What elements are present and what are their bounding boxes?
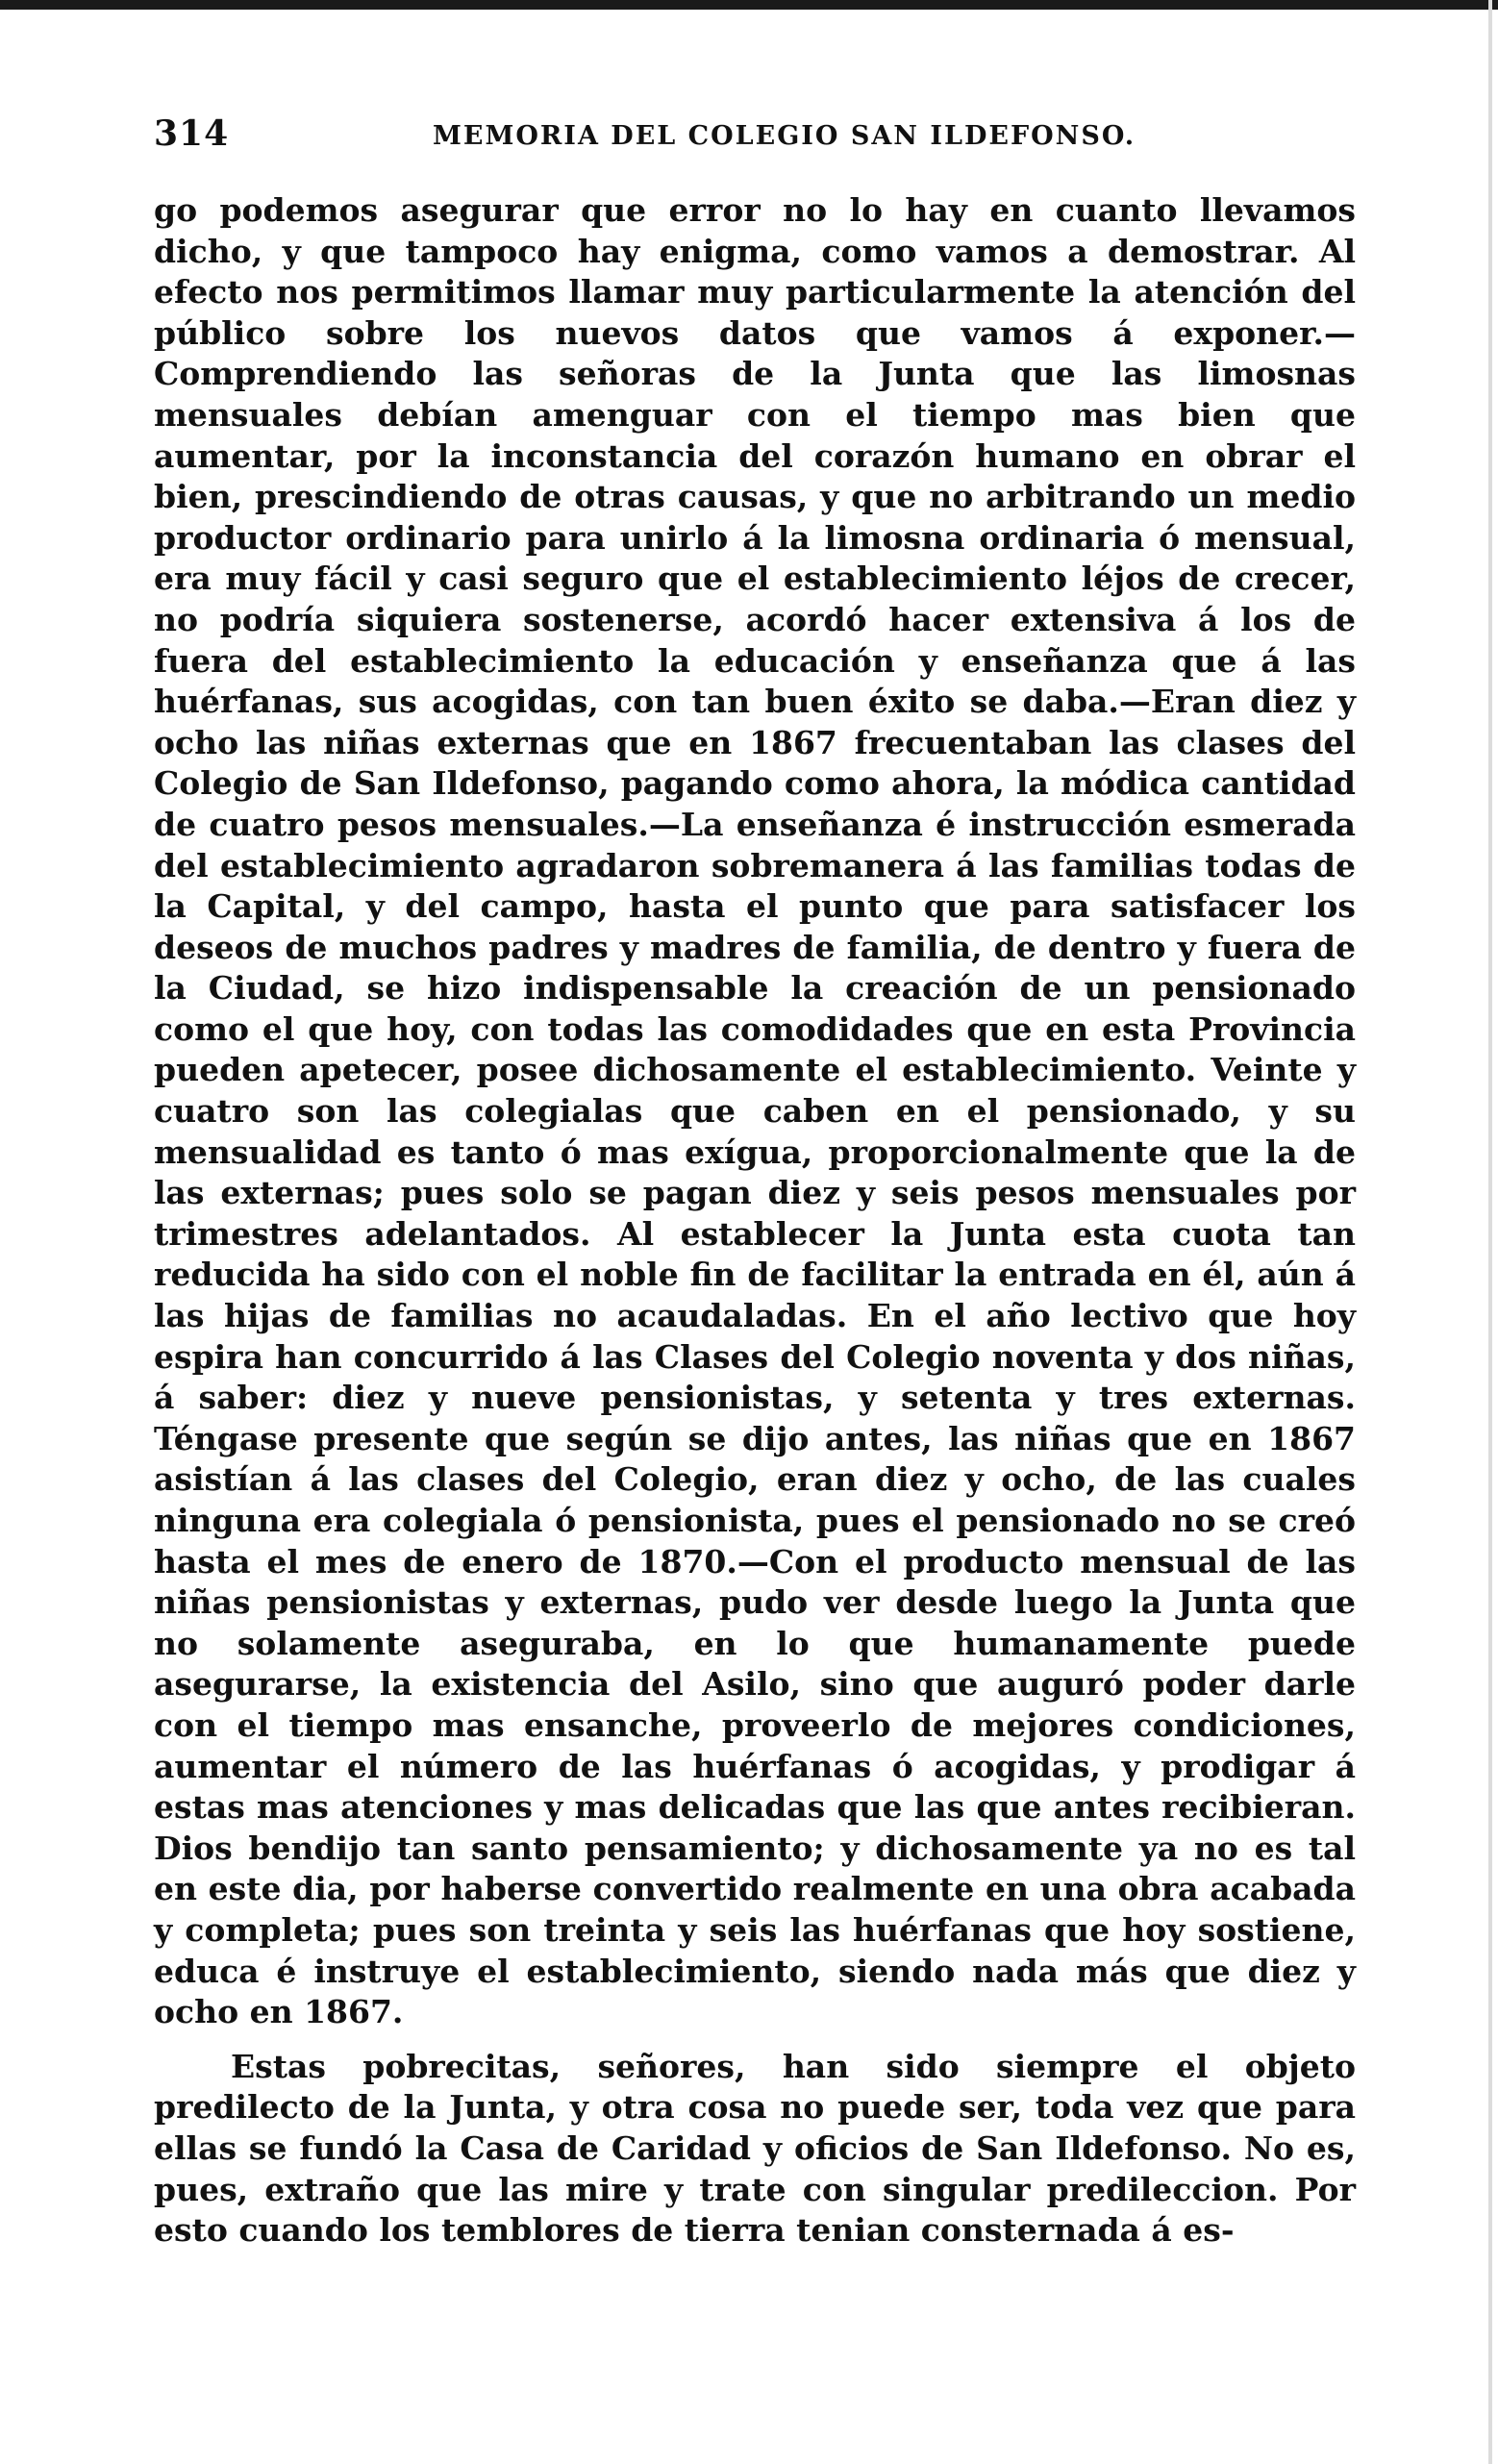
running-title: MEMORIA DEL COLEGIO SAN ILDEFONSO. [433, 121, 1136, 151]
page-number: 314 [154, 113, 230, 154]
page-header [154, 113, 1356, 162]
body-paragraph: Estas pobrecitas, señores, han sido siempre el objeto predilecto de la Junta, y otra cosa no puede ser, toda vez que para ellas se fundó la Casa de Caridad y oficios de San Ildefonso. No es, pues, extraño que las mire y trate con singular predileccion. Por esto cuando los temblores de tierra tenian consternada á es- [154, 2047, 1356, 2250]
page-body [154, 190, 1356, 2252]
body-paragraph: go podemos asegurar que error no lo hay en cuanto llevamos dicho, y que tampoco hay enigma, como vamos a demostrar. Al efecto nos permitimos llamar muy particularmente la atención del público sobre los nuevos datos que vamos á exponer.—Comprendiendo las señoras de la Junta que las limosnas mensuales debían amenguar con el tiempo mas bien que aumentar, por la inconstancia del corazón humano en obrar el bien, prescindiendo de otras causas, y que no arbitrando un medio productor ordinario para unirlo á la limosna ordinaria ó mensual, era muy fácil y casi seguro que el establecimiento léjos de crecer, no podría siquiera sostenerse, acordó hacer extensiva á los de fuera del establecimiento la educación y enseñanza que á las huérfanas, sus acogidas, con tan buen éxito se daba.—Eran diez y ocho las niñas externas que en 1867 frecuentaban las clases del Colegio de San Ildefonso, pagando como ahora, la módica cantidad de cuatro pesos mensuales.—La enseñanza é instrucción esmerada del establecimiento agradaron sobremanera á las familias todas de la Capital, y del campo, hasta el punto que para satisfacer los deseos de muchos padres y madres de familia, de dentro y fuera de la Ciudad, se hizo indispensable la creación de un pensionado como el que hoy, con todas las comodidades que en esta Provincia pueden apetecer, posee dichosamente el establecimiento. Veinte y cuatro son las colegialas que caben en el pensionado, y su mensualidad es tanto ó mas exígua, proporcionalmente que la de las externas; pues solo se pagan diez y seis pesos mensuales por trimestres adelantados. Al establecer la Junta esta cuota tan reducida ha sido con el noble fin de facilitar la entrada en él, aún á las hijas de familias no acaudaladas. En el año lectivo que hoy espira han concurrido á las Clases del Colegio noventa y dos niñas, á saber: diez y nueve pensionistas, y setenta y tres externas. Téngase presente que según se dijo antes, las niñas que en 1867 asistían á las clases del Colegio, eran diez y ocho, de las cuales ninguna era colegiala ó pensionista, pues el pensionado no se creó hasta el mes de enero de 1870.—Con el producto mensual de las niñas pensionistas y externas, pudo ver desde luego la Junta que no solamente aseguraba, en lo que humanamente puede asegurarse, la existencia del Asilo, sino que auguró poder darle con el tiempo mas ensanche, proveerlo de mejores condiciones, aumentar el número de las huérfanas ó acogidas, y prodigar á estas mas atenciones y mas delicadas que las que antes recibieran. Dios bendijo tan santo pensamiento; y dichosamente ya no es tal en este dia, por haberse convertido realmente en una obra acabada y completa; pues son treinta y seis las huérfanas que hoy sostiene, educa é instruye el establecimiento, siendo nada más que diez y ocho en 1867. [154, 191, 1356, 2031]
right-edge-rule [1488, 0, 1492, 2464]
top-edge-rule [0, 0, 1498, 10]
